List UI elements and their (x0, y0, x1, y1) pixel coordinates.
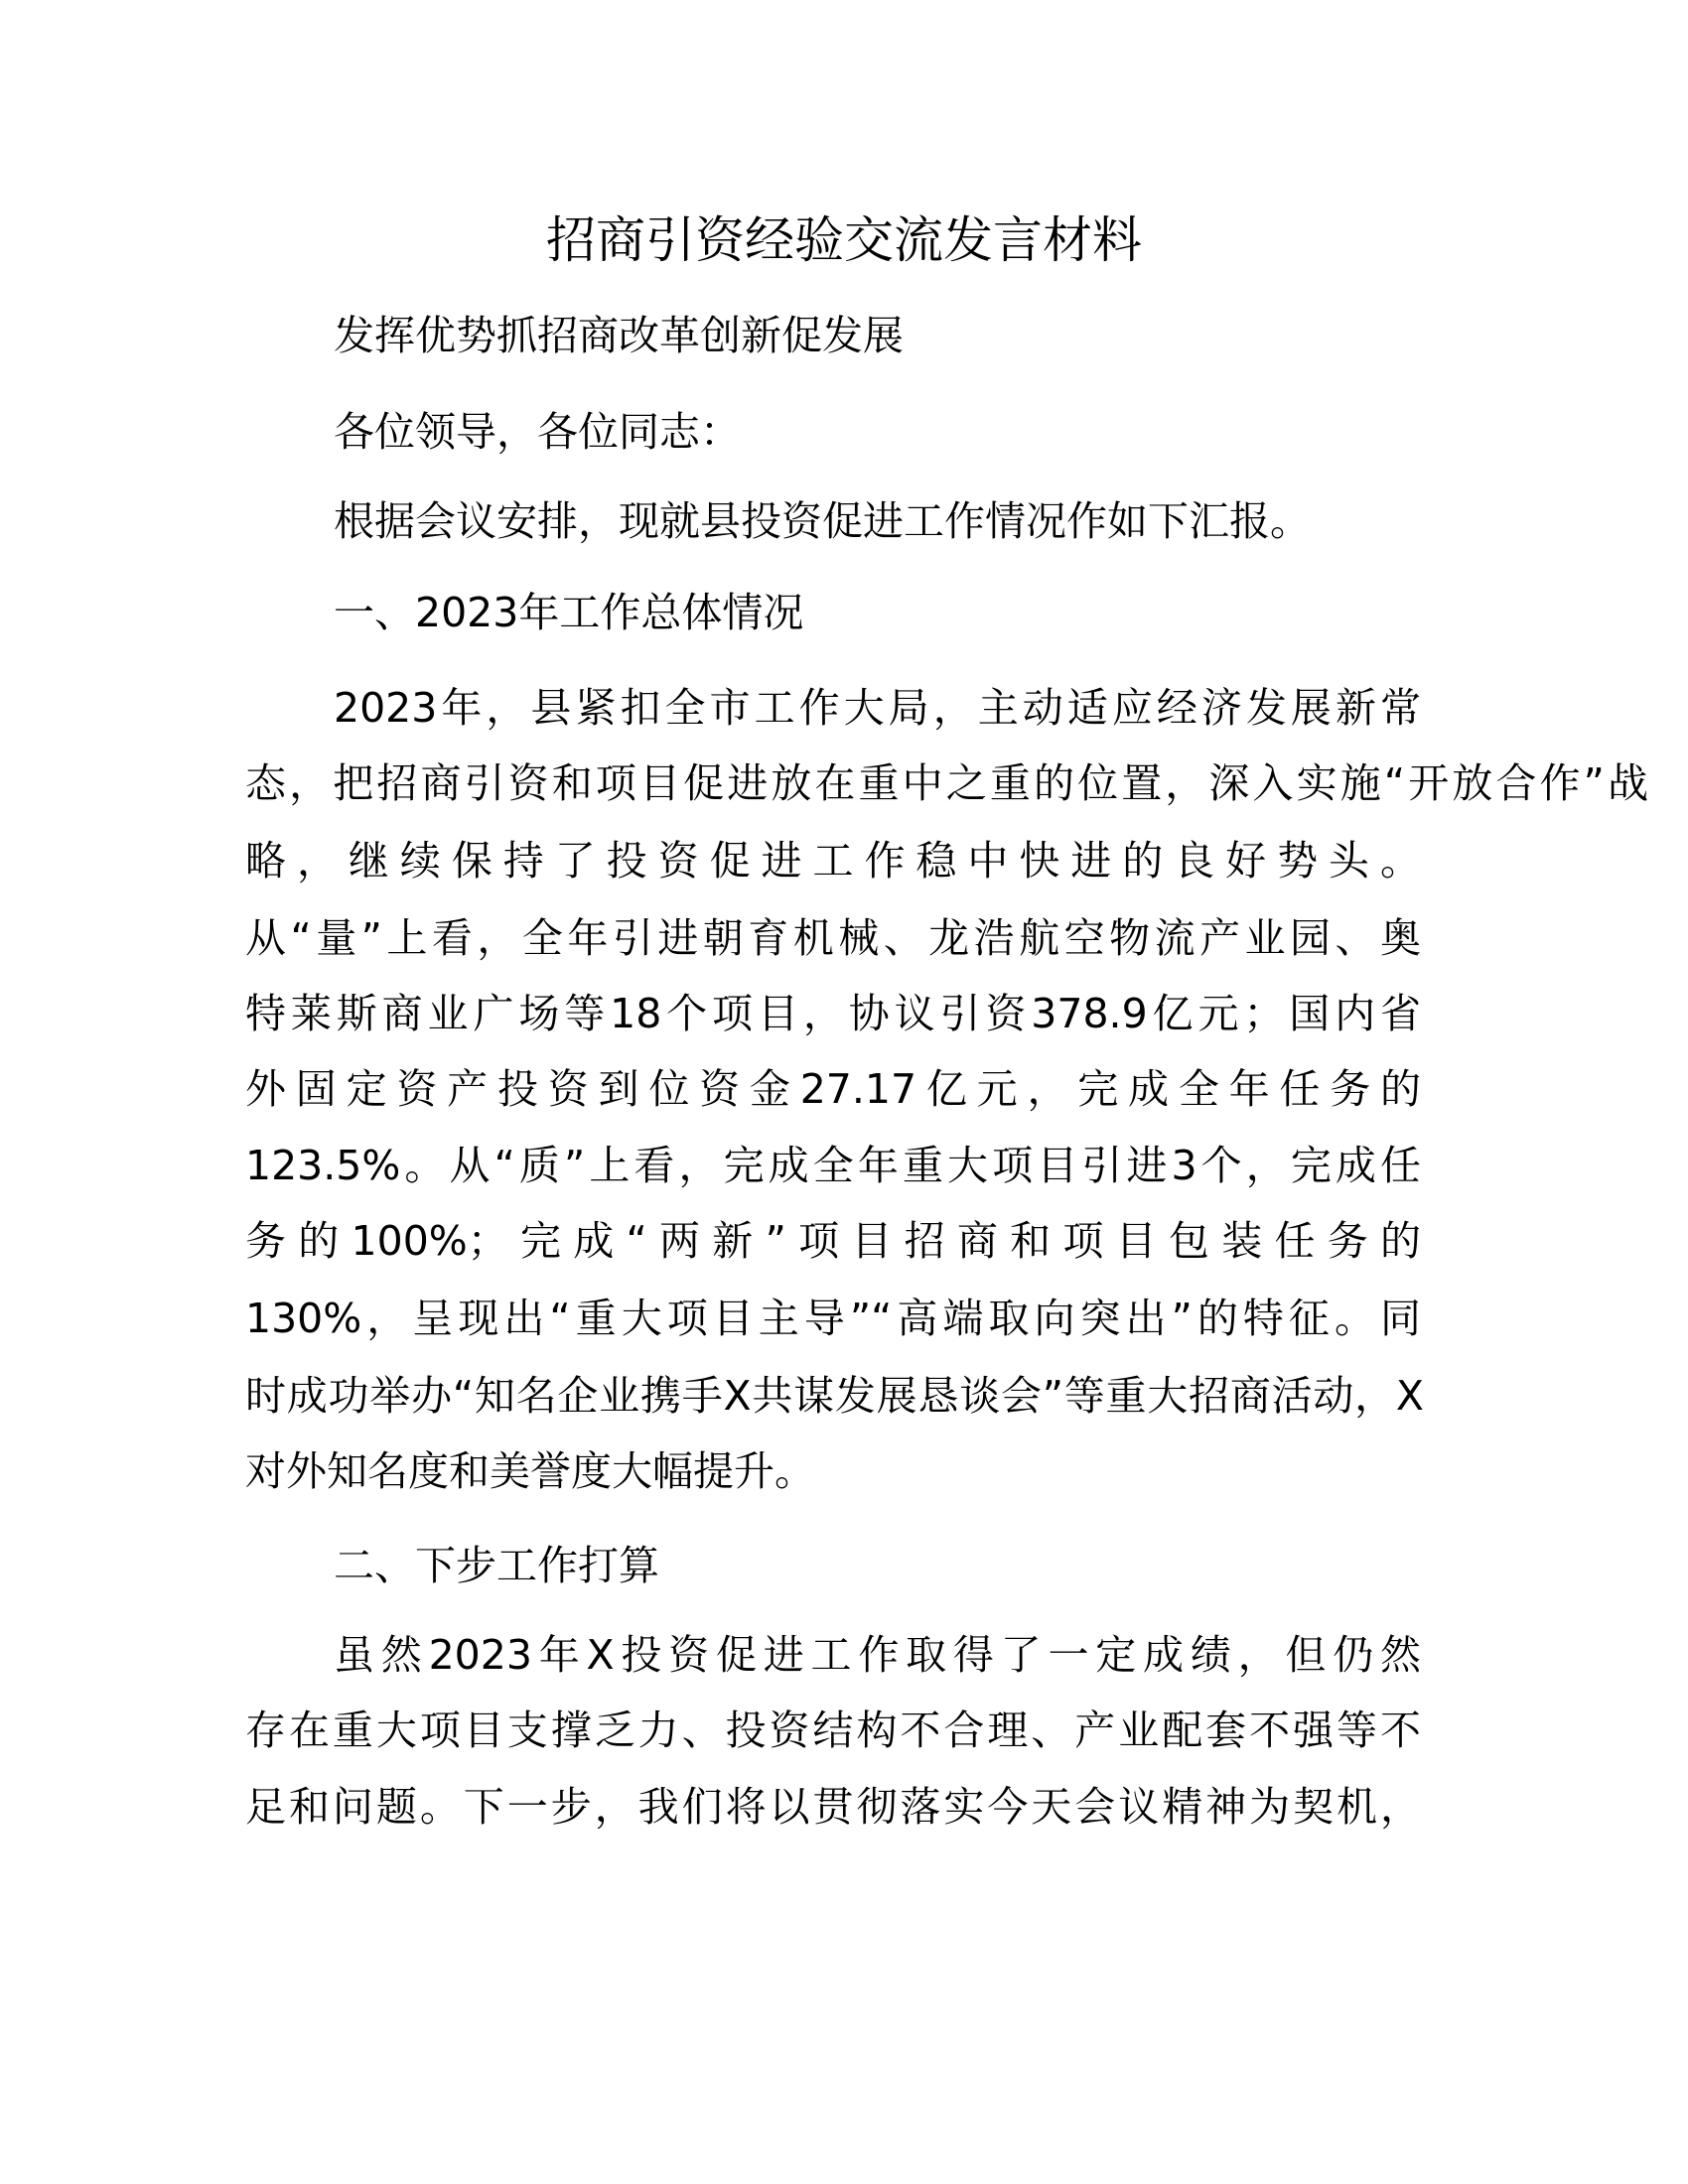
salutation: 各位领导，各位同志： (334, 408, 741, 456)
subtitle: 发挥优势抓招商改革创新促发展 (334, 312, 904, 359)
paragraph-line: 从“量”上看，全年引进朝育机械、龙浩航空物流产业园、奥 (245, 914, 1421, 962)
paragraph-line: 存在重大项目支撑乏力、投资结构不合理、产业配套不强等不 (245, 1706, 1421, 1754)
paragraph-line: 对外知名度和美誉度大幅提升。 (245, 1447, 815, 1495)
paragraph-line: 时成功举办“知名企业携手X共谋发展恳谈会”等重大招商活动，X (245, 1372, 1421, 1420)
paragraph-line: 123.5%。从“质”上看，完成全年重大项目引进3个，完成任 (245, 1142, 1421, 1189)
intro-paragraph: 根据会议安排，现就县投资促进工作情况作如下汇报。 (334, 497, 1311, 545)
paragraph-line: 虽然2023年X投资促进工作取得了一定成绩，但仍然 (334, 1631, 1421, 1679)
section2-heading: 二、下步工作打算 (334, 1542, 659, 1589)
paragraph-line: 略，继续保持了投资促进工作稳中快进的良好势头。 (245, 837, 1421, 885)
paragraph-line: 2023年，县紧扣全市工作大局，主动适应经济发展新常 (334, 684, 1421, 732)
document-title: 招商引资经验交流发言材料 (546, 211, 1142, 269)
paragraph-line: 特莱斯商业广场等18个项目，协议引资378.9亿元；国内省 (245, 990, 1421, 1037)
paragraph-line: 务的100%；完成“两新”项目招商和项目包装任务的 (245, 1217, 1421, 1265)
paragraph-line: 态，把招商引资和项目促进放在重中之重的位置，深入实施“开放合作”战 (245, 759, 1648, 807)
paragraph-line: 足和问题。下一步，我们将以贯彻落实今天会议精神为契机， (245, 1783, 1421, 1831)
paragraph-line: 130%，呈现出“重大项目主导”“高端取向突出”的特征。同 (245, 1295, 1421, 1342)
section1-heading: 一、2023年工作总体情况 (334, 589, 804, 636)
paragraph-line: 外固定资产投资到位资金27.17亿元，完成全年任务的 (245, 1065, 1421, 1113)
